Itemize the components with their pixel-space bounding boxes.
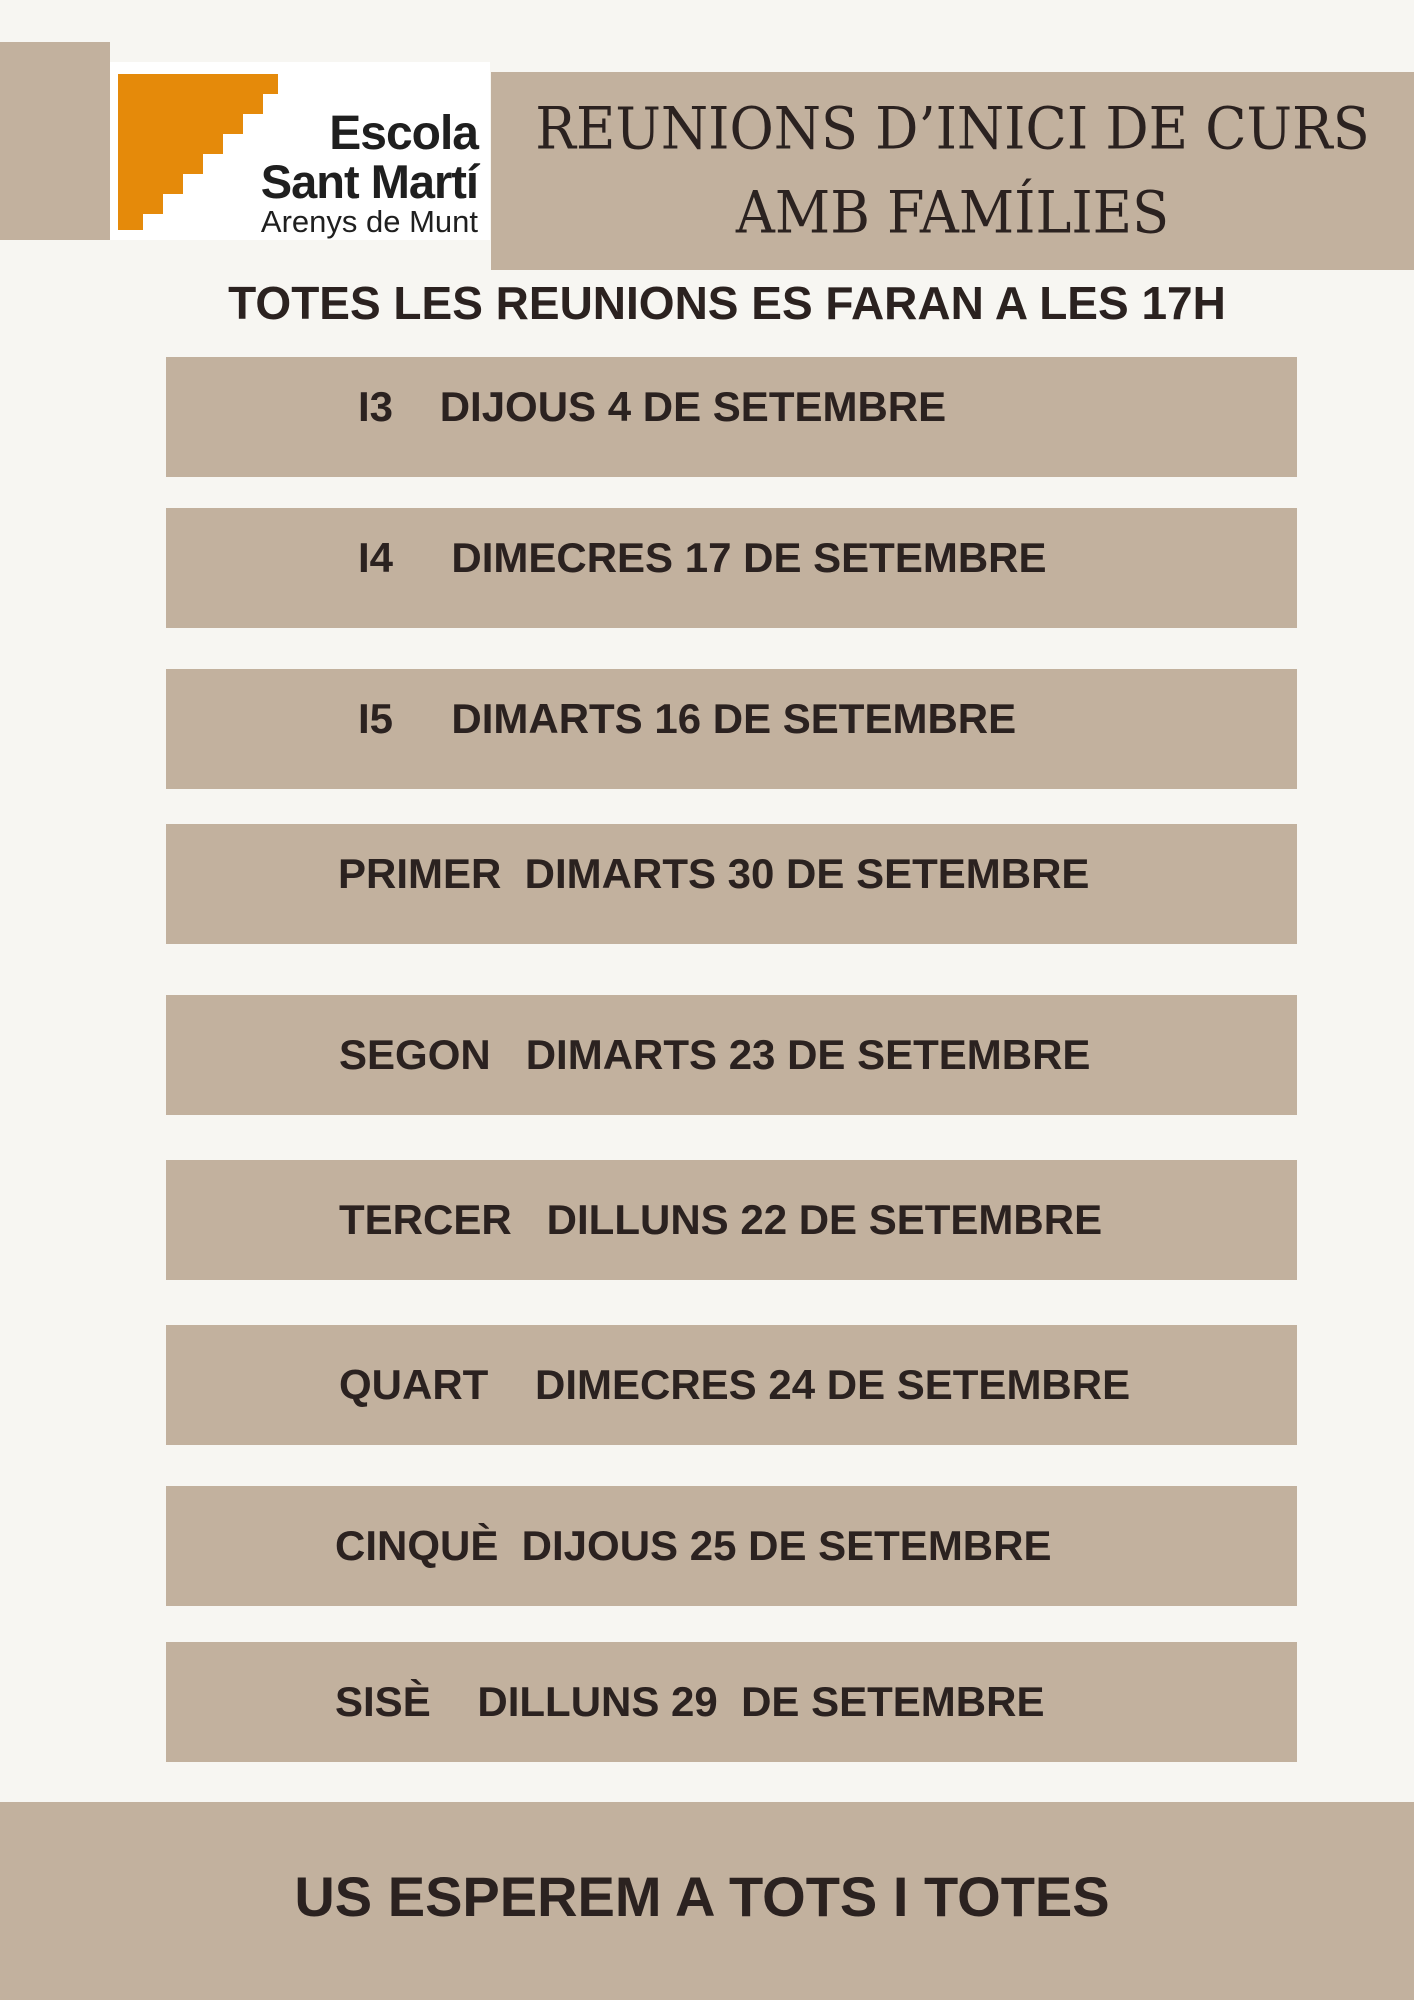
logo-text-sant-marti: Sant Martí	[260, 155, 478, 208]
title-line-1: REUNIONS D’INICI DE CURS	[535, 94, 1370, 163]
meeting-label: I5 DIMARTS 16 DE SETEMBRE	[358, 695, 1017, 742]
meeting-label: I4 DIMECRES 17 DE SETEMBRE	[358, 534, 1047, 581]
meeting-row	[166, 1325, 1297, 1445]
decorative-left-tab	[0, 42, 110, 240]
school-logo	[110, 62, 490, 240]
meeting-label: I3 DIJOUS 4 DE SETEMBRE	[358, 383, 947, 430]
meeting-label: QUART DIMECRES 24 DE SETEMBRE	[339, 1361, 1131, 1408]
meeting-label: SEGON DIMARTS 23 DE SETEMBRE	[339, 1031, 1091, 1078]
footer-message: US ESPEREM A TOTS I TOTES	[294, 1865, 1110, 1928]
meeting-row	[166, 824, 1297, 944]
meeting-row	[166, 508, 1297, 628]
logo-text-arenys-de-munt: Arenys de Munt	[260, 204, 478, 239]
meeting-row	[166, 669, 1297, 789]
meeting-row	[166, 1486, 1297, 1606]
meeting-row	[166, 1642, 1297, 1762]
meeting-row	[166, 357, 1297, 477]
logo-text-escola: Escola	[329, 107, 478, 160]
meeting-label: CINQUÈ DIJOUS 25 DE SETEMBRE	[335, 1522, 1052, 1569]
meeting-label: TERCER DILLUNS 22 DE SETEMBRE	[339, 1196, 1103, 1243]
subtitle-meeting-time: TOTES LES REUNIONS ES FARAN A LES 17H	[228, 277, 1226, 329]
meeting-row	[166, 995, 1297, 1115]
meeting-label: SISÈ DILLUNS 29 DE SETEMBRE	[335, 1678, 1045, 1725]
title-line-2: AMB FAMÍLIES	[735, 178, 1170, 247]
page-title	[491, 72, 1414, 270]
meeting-row	[166, 1160, 1297, 1280]
meeting-label: PRIMER DIMARTS 30 DE SETEMBRE	[338, 850, 1090, 897]
